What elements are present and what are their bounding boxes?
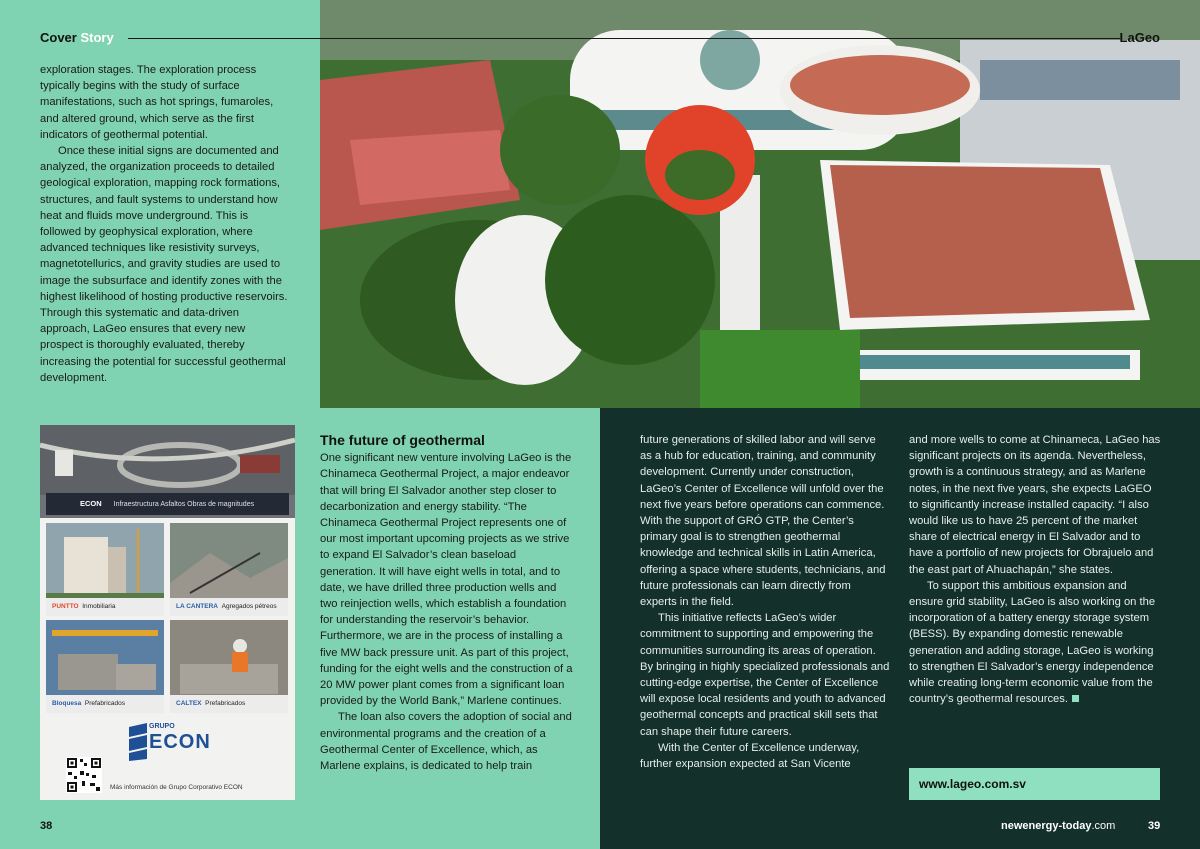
article-heading: The future of geothermal [320, 432, 485, 448]
end-of-article-mark [1072, 695, 1079, 702]
ad-tile-caption-2 [170, 598, 288, 616]
highway-illustration [40, 425, 295, 495]
ad-top-bar [46, 493, 289, 515]
article-column-2 [640, 432, 890, 772]
econ-mark-icon [125, 723, 151, 761]
ad-tile-caption-1 [46, 598, 164, 616]
ad-tile-label-2: Agregados pétreos [221, 603, 277, 610]
ad-tile-caption-3 [46, 695, 164, 713]
aerial-building-photo [320, 0, 1200, 408]
section-label-primary: Cover [40, 30, 77, 45]
article-col2-paragraph-3: With the Center of Excellence underway, further expansion expected at San Vicente [640, 741, 860, 771]
ad-tile-logo-3: Bloquesa [52, 700, 82, 707]
website-link[interactable]: www.lageo.com.sv [909, 768, 1160, 800]
ad-tile-real-estate [46, 523, 164, 616]
grupo-econ-logo [125, 721, 215, 761]
publication-label: LaGeo [1119, 30, 1160, 45]
ad-footer-text: Más información de Grupo Corporativo ECON [110, 784, 243, 791]
header-rule [128, 38, 1120, 39]
ad-top-tagline: Infraestructura Asfaltos Obras de magnitudes [113, 501, 255, 508]
magazine-website-tld: .com [1091, 820, 1116, 832]
page-number-right: 39 [1148, 820, 1161, 832]
article-column-1 [320, 432, 575, 774]
left-paragraph-1: exploration stages. The exploration process typically begins with the study of surface manifestations, such as hot springs, fumaroles, and altered ground, which serve as the first indicators of geothermal potential. [40, 64, 274, 141]
article-column-3 [909, 432, 1161, 707]
ad-tile-blocks [46, 620, 164, 713]
article-col3-paragraph-2-text: To support this ambitious expansion and ensure grid stability, LaGeo is also working on the incorporation of a battery energy storage system (BESS). By expanding domestic renewable generation and adding storage, LaGeo is working to strengthen El Salvador’s energy independence while creating long-term economic value from the country’s geothermal resources. [909, 579, 1156, 706]
ad-tile-logo-2: LA CANTERA [176, 603, 219, 610]
article-col1-paragraph-2: The loan also covers the adoption of social and environmental programs and the creation of a Geothermal Center of Excellence, which, as Marlene explains, is dedicated to help train [320, 711, 572, 773]
article-col2-paragraph-2: This initiative reflects LaGeo’s wider commitment to supporting and empowering the communities surrounding its areas of operation. By bringing in highly specialized professionals and cutting-edge expertise, the Center of Excellence will expose local residents and youth to advanced geothermal concepts and practical skill sets that can shape their future careers. [640, 612, 890, 738]
econ-text: ECON [149, 731, 211, 753]
ad-tile-label-1: Inmobiliaria [82, 603, 116, 610]
article-col3-paragraph-2 [909, 578, 1161, 708]
magazine-website[interactable] [1001, 820, 1115, 832]
ad-tile-aggregates [170, 523, 288, 616]
left-paragraph-2: Once these initial signs are documented and analyzed, the organization proceeds to detailed geological exploration, mapping rock formations, structures, and fault systems to understand how heat and fluids move underground. This is followed by geophysical exploration, where advanced techniques like resistivity surveys, magnetotellurics, and gravity studies are used to image the subsurface and identify zones with the highest likelihood of hosting productive reservoirs. Through this systematic and data-driven approach, LaGeo ensures that every new prospect is thoroughly evaluated, thereby increasing the potential for successful geothermal development. [40, 145, 288, 384]
magazine-website-name: newenergy-today [1001, 820, 1092, 832]
section-label [40, 30, 114, 45]
ad-tile-caption-4 [170, 695, 288, 713]
article-col3-paragraph-1: and more wells to come at Chinameca, LaGeo has significant projects on its agenda. Nevertheless, growth is a continuous strategy, and as Marlene notes, in the next five years, she expects LaGEO to significantly increase installed capacity. “I also would like us to have 25 percent of the market share of electrical energy in El Salvador and to have a portfolio of new projects for Obrajuelo and the east part of Ahuachapán,” she states. [909, 434, 1161, 576]
ad-tile-precast [170, 620, 288, 713]
ad-tile-label-4: Prefabricados [205, 700, 246, 707]
ad-tile-label-3: Prefabricados [84, 700, 125, 707]
aerial-photo-illustration [320, 0, 1200, 408]
ad-tile-logo-4: CALTEX [176, 700, 202, 707]
grupo-text: GRUPO [149, 723, 175, 730]
article-col1-paragraph-1: One significant new venture involving LaGeo is the Chinameca Geothermal Project, a major endeavor that will bring El Salvador another step closer to decarbonization and energy stability. “The Chinameca Geothermal Project represents one of our most important upcoming projects as we strive to expand El Salvador’s clean baseload generation. It will have eight wells in total, and to date, we have drilled three production wells and two reinjection wells, which establish a foundation for understanding the reservoir’s behavior. Furthermore, we are in the process of installing a five MW back pressure unit. As part of this project, funding for the eight wells and the construction of a 20 MW power plant comes from a significant loan provided by the World Bank,” Marlene continues. [320, 452, 573, 708]
left-column-text [40, 62, 290, 386]
page-number-left: 38 [40, 820, 53, 832]
section-label-accent: Story [80, 30, 114, 45]
ad-top-logo: ECON [80, 499, 102, 508]
ad-tile-logo-1: PUNTTO [52, 603, 79, 610]
article-col2-paragraph-1: future generations of skilled labor and will serve as a hub for education, training, and community development. Currently under construction, LaGeo’s Center of Excellence will unfold over the next five years before operations can commence. With the support of GRÓ GTP, the Center’s primary goal is to strengthen geothermal knowledge and technical skills in Latin America, offering a space where students, technicians, and future professionals can learn directly from experts in the field. [640, 434, 886, 609]
econ-advertisement[interactable] [40, 425, 295, 800]
